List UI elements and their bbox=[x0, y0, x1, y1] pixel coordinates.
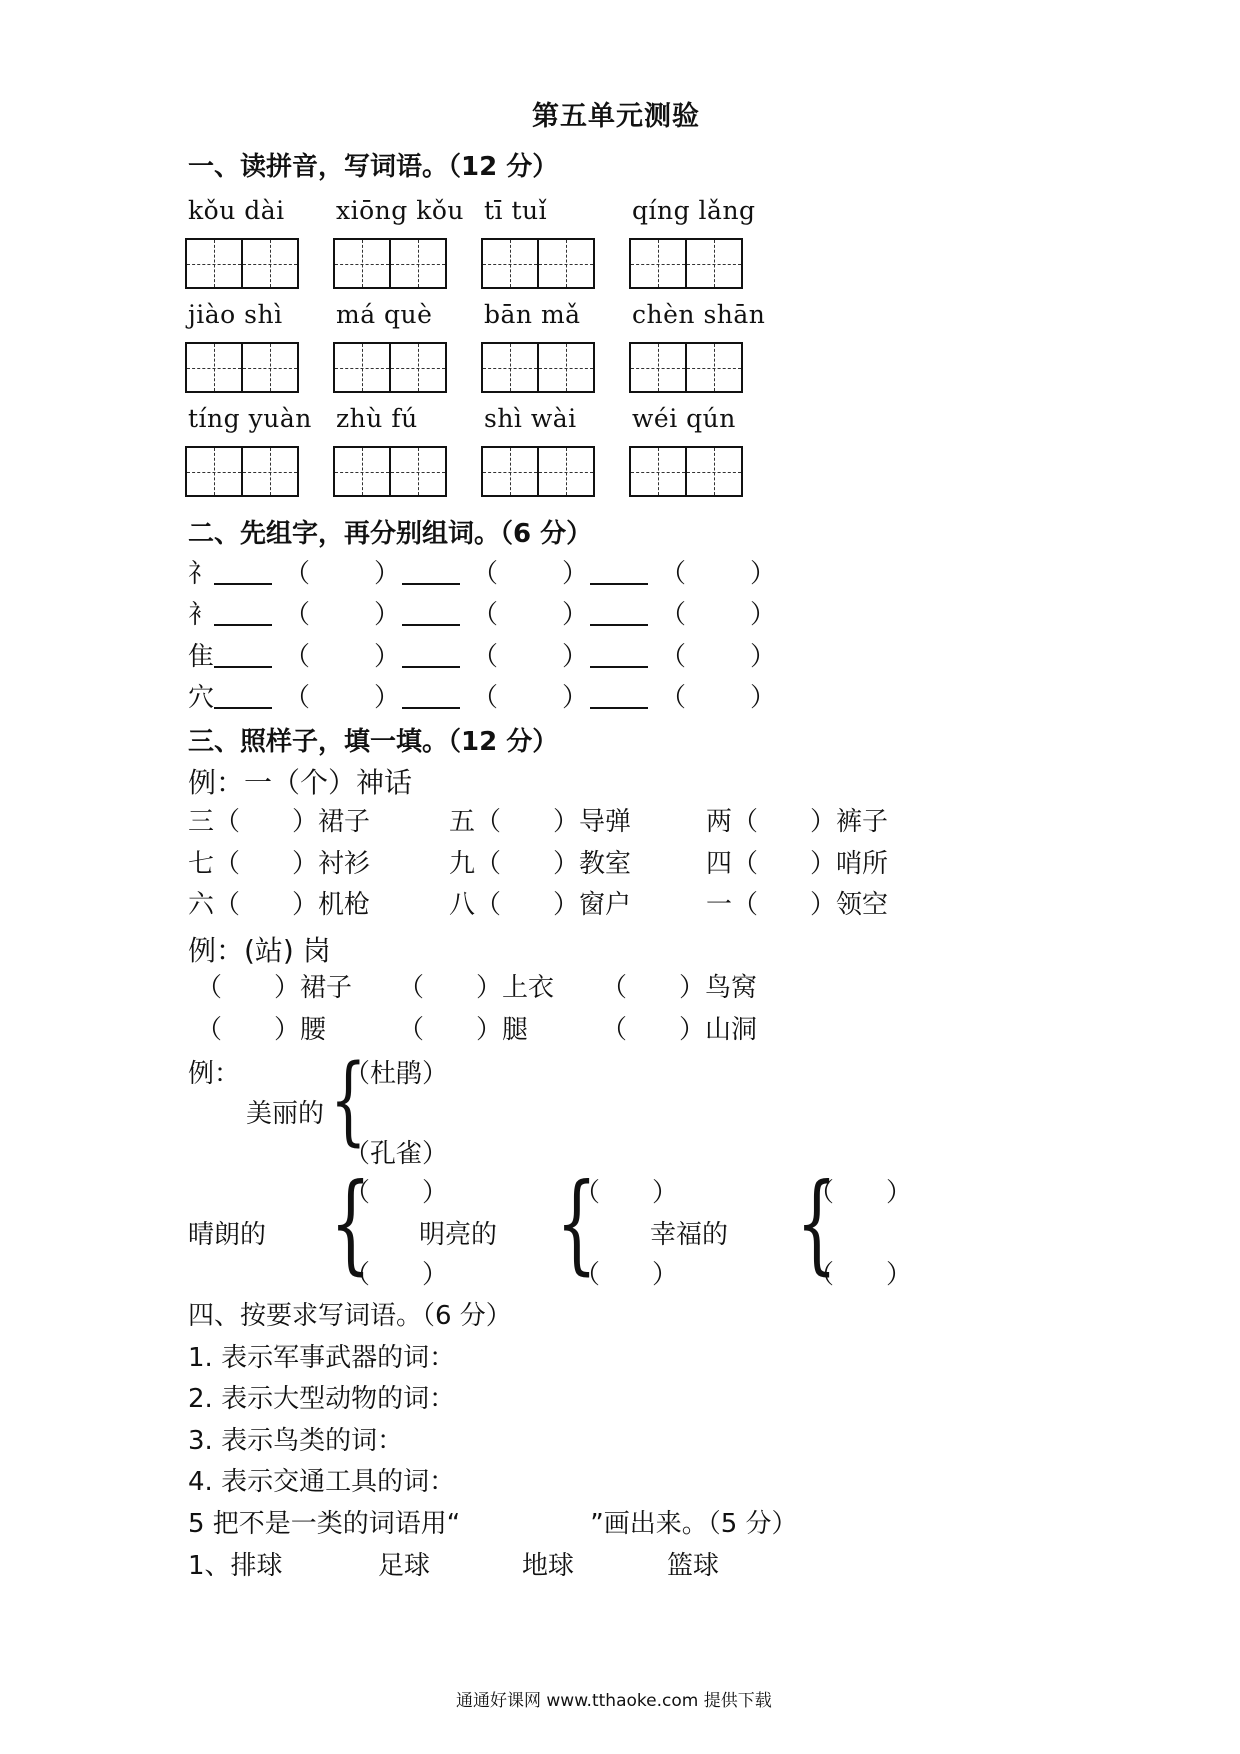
pinyin-label: chèn shān bbox=[632, 300, 766, 329]
char-cell bbox=[687, 344, 741, 391]
char-box[interactable] bbox=[481, 238, 595, 289]
char-box[interactable] bbox=[185, 342, 299, 393]
pinyin-label: má què bbox=[336, 300, 433, 329]
close-paren: ） bbox=[750, 600, 777, 630]
char-box[interactable] bbox=[629, 446, 743, 497]
char-cell bbox=[391, 448, 445, 495]
example-measure: 例：一（个）神话 bbox=[188, 766, 413, 799]
open-paren: （ bbox=[472, 559, 499, 589]
close-paren: ） bbox=[562, 642, 589, 672]
char-cell bbox=[187, 344, 243, 391]
blank-line[interactable] bbox=[402, 640, 460, 668]
measure-item: 五（ ）导弹 bbox=[449, 807, 632, 837]
char-cell bbox=[187, 240, 243, 287]
brace-icon: { bbox=[556, 1161, 598, 1286]
open-paren: （ bbox=[660, 683, 687, 713]
blank-line[interactable] bbox=[214, 557, 272, 585]
section-4-heading: 四、按要求写词语。（6 分） bbox=[188, 1301, 512, 1331]
char-cell bbox=[243, 448, 297, 495]
example-adj-bottom: （孔雀） bbox=[344, 1139, 449, 1169]
pinyin-label: kǒu dài bbox=[188, 196, 285, 225]
section-2-heading: 二、先组字，再分别组词。（6 分） bbox=[188, 519, 593, 549]
open-paren: （ bbox=[660, 600, 687, 630]
char-cell bbox=[243, 240, 297, 287]
char-box[interactable] bbox=[629, 238, 743, 289]
blank-line[interactable] bbox=[402, 681, 460, 709]
char-cell bbox=[483, 344, 539, 391]
odd-one-item-3: 地球 bbox=[522, 1551, 575, 1581]
verb-item: （ ）裙子 bbox=[196, 973, 353, 1003]
char-box[interactable] bbox=[185, 446, 299, 497]
category-item: 1. 表示军事武器的词： bbox=[188, 1343, 456, 1373]
verb-item: （ ）腰 bbox=[196, 1015, 327, 1045]
char-box[interactable] bbox=[333, 446, 447, 497]
footer-credit: 通通好课网 www.tthaoke.com 提供下载 bbox=[456, 1691, 772, 1711]
radical-char: 隹 bbox=[188, 642, 215, 672]
section-3-heading: 三、照样子，填一填。（12 分） bbox=[188, 727, 559, 757]
pinyin-label: tíng yuàn bbox=[188, 404, 312, 433]
char-cell bbox=[391, 240, 445, 287]
close-paren: ） bbox=[750, 559, 777, 589]
section-1-heading: 一、读拼音，写词语。（12 分） bbox=[188, 152, 559, 182]
category-item: 2. 表示大型动物的词： bbox=[188, 1384, 456, 1414]
measure-item: 两（ ）裤子 bbox=[706, 807, 889, 837]
open-paren: （ bbox=[284, 683, 311, 713]
char-cell bbox=[631, 448, 687, 495]
char-box[interactable] bbox=[481, 342, 595, 393]
open-paren: （ bbox=[284, 642, 311, 672]
blank-line[interactable] bbox=[214, 598, 272, 626]
char-cell bbox=[687, 448, 741, 495]
blank-line[interactable] bbox=[590, 557, 648, 585]
measure-item: 六（ ）机枪 bbox=[188, 890, 371, 920]
verb-item: （ ）鸟窝 bbox=[601, 973, 758, 1003]
char-box[interactable] bbox=[185, 238, 299, 289]
example-brace-icon: { bbox=[330, 1044, 367, 1156]
open-paren: （ bbox=[660, 559, 687, 589]
open-paren: （ bbox=[284, 559, 311, 589]
measure-item: 七（ ）衬衫 bbox=[188, 849, 371, 879]
adj-blank-top[interactable]: （ ） bbox=[808, 1178, 913, 1208]
blank-line[interactable] bbox=[590, 681, 648, 709]
open-paren: （ bbox=[660, 642, 687, 672]
char-cell bbox=[631, 344, 687, 391]
measure-item: 三（ ）裙子 bbox=[188, 807, 371, 837]
radical-char: 穴 bbox=[188, 683, 215, 713]
char-cell bbox=[539, 448, 593, 495]
adj-blank-bottom[interactable]: （ ） bbox=[574, 1260, 679, 1290]
brace-icon: { bbox=[796, 1161, 838, 1286]
pinyin-label: shì wài bbox=[484, 404, 577, 433]
pinyin-label: jiào shì bbox=[188, 300, 283, 329]
blank-line[interactable] bbox=[590, 598, 648, 626]
example-adj-label: 例： bbox=[188, 1059, 241, 1089]
open-paren: （ bbox=[472, 642, 499, 672]
adj-head: 幸福的 bbox=[650, 1220, 729, 1250]
odd-one-item-4: 篮球 bbox=[667, 1551, 720, 1581]
char-cell bbox=[391, 344, 445, 391]
adj-blank-top[interactable]: （ ） bbox=[574, 1178, 679, 1208]
blank-line[interactable] bbox=[214, 640, 272, 668]
close-paren: ） bbox=[374, 683, 401, 713]
close-paren: ） bbox=[374, 642, 401, 672]
char-cell bbox=[483, 240, 539, 287]
close-paren: ） bbox=[750, 683, 777, 713]
char-cell bbox=[539, 344, 593, 391]
category-item: 4. 表示交通工具的词： bbox=[188, 1467, 456, 1497]
char-cell bbox=[335, 344, 391, 391]
adj-blank-bottom[interactable]: （ ） bbox=[808, 1260, 913, 1290]
char-box[interactable] bbox=[333, 238, 447, 289]
verb-item: （ ）腿 bbox=[398, 1015, 529, 1045]
example-adj-top: （杜鹃） bbox=[344, 1059, 449, 1089]
measure-item: 九（ ）教室 bbox=[449, 849, 632, 879]
measure-item: 一（ ）领空 bbox=[706, 890, 889, 920]
close-paren: ） bbox=[374, 600, 401, 630]
char-box[interactable] bbox=[629, 342, 743, 393]
example-adj-head: 美丽的 bbox=[246, 1099, 325, 1129]
open-paren: （ bbox=[472, 683, 499, 713]
char-cell bbox=[631, 240, 687, 287]
category-item: 3. 表示鸟类的词： bbox=[188, 1426, 404, 1456]
adj-head: 晴朗的 bbox=[188, 1220, 267, 1250]
char-box[interactable] bbox=[481, 446, 595, 497]
pinyin-label: qíng lǎng bbox=[632, 196, 756, 225]
verb-item: （ ）山洞 bbox=[601, 1015, 758, 1045]
char-cell bbox=[483, 448, 539, 495]
char-cell bbox=[187, 448, 243, 495]
page-title: 第五单元测验 bbox=[532, 101, 700, 132]
close-paren: ） bbox=[562, 683, 589, 713]
close-paren: ） bbox=[374, 559, 401, 589]
odd-one-item-2: 足球 bbox=[378, 1551, 431, 1581]
blank-line[interactable] bbox=[214, 681, 272, 709]
open-paren: （ bbox=[284, 600, 311, 630]
adj-head: 明亮的 bbox=[419, 1220, 498, 1250]
char-cell bbox=[335, 240, 391, 287]
char-cell bbox=[687, 240, 741, 287]
brace-icon: { bbox=[330, 1161, 372, 1286]
section-5-heading: 5 把不是一类的词语用“ ”画出来。（5 分） bbox=[188, 1509, 798, 1539]
char-cell bbox=[539, 240, 593, 287]
close-paren: ） bbox=[562, 600, 589, 630]
measure-item: 八（ ）窗户 bbox=[449, 890, 632, 920]
blank-line[interactable] bbox=[590, 640, 648, 668]
blank-line[interactable] bbox=[402, 557, 460, 585]
pinyin-label: zhù fú bbox=[336, 404, 418, 433]
radical-char: 衤 bbox=[188, 600, 215, 630]
char-cell bbox=[335, 448, 391, 495]
pinyin-label: wéi qún bbox=[632, 404, 736, 433]
adj-blank-top[interactable]: （ ） bbox=[344, 1178, 449, 1208]
close-paren: ） bbox=[562, 559, 589, 589]
verb-item: （ ）上衣 bbox=[398, 973, 555, 1003]
char-box[interactable] bbox=[333, 342, 447, 393]
blank-line[interactable] bbox=[402, 598, 460, 626]
close-paren: ） bbox=[750, 642, 777, 672]
pinyin-label: bān mǎ bbox=[484, 300, 581, 329]
odd-one-item-1: 1、排球 bbox=[188, 1551, 283, 1581]
char-cell bbox=[243, 344, 297, 391]
adj-blank-bottom[interactable]: （ ） bbox=[344, 1260, 449, 1290]
pinyin-label: tī tuǐ bbox=[484, 196, 548, 225]
pinyin-label: xiōng kǒu bbox=[336, 196, 464, 225]
open-paren: （ bbox=[472, 600, 499, 630]
example-verb: 例：(站) 岗 bbox=[188, 934, 331, 967]
measure-item: 四（ ）哨所 bbox=[706, 849, 889, 879]
radical-char: 礻 bbox=[188, 559, 215, 589]
